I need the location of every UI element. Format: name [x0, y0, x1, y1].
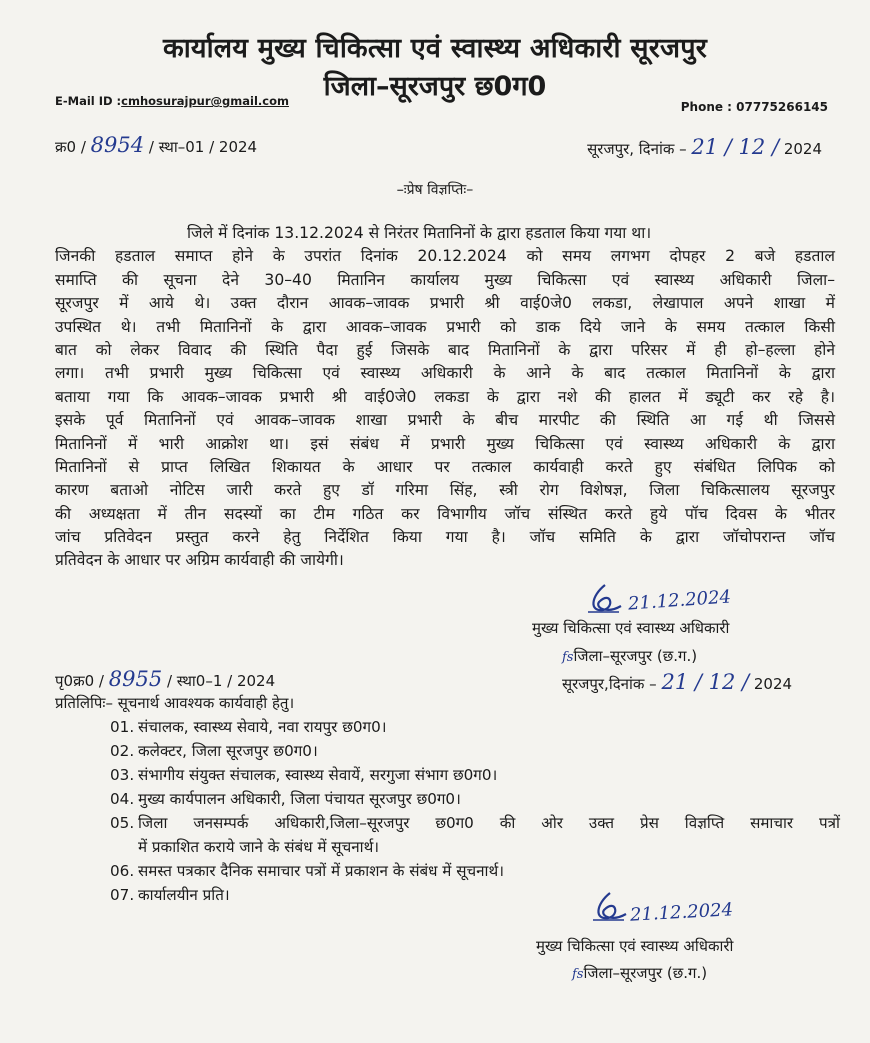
district-title: जिला–सूरजपुर छ0ग0: [323, 71, 547, 102]
reference-handwritten-number: 8955: [108, 667, 163, 691]
body-line: जिनकी हडताल समाप्त होने के उपरांत दिनांक 20.12.2024 को समय लगभग दोपहर 2 बजे हडताल: [55, 247, 835, 266]
signature-mark: [590, 890, 630, 926]
list-item: [110, 739, 840, 763]
list-item-text: संचालक, स्वास्थ्य सेवाये, नवा रायपुर छ0ग0।: [138, 718, 387, 736]
body-line: प्रतिवेदन के आधार पर अग्रिम कार्यवाही की जायेगी।: [55, 551, 344, 570]
reference-handwritten-number: 8954: [90, 133, 145, 157]
list-item: [110, 859, 840, 883]
signature-handwritten-date: 21.12.2024: [629, 899, 734, 926]
reference-number-copy: [55, 667, 275, 691]
body-line: मितानिनों से प्राप्त लिखित शिकायत के आधार पर तत्काल कार्यवाही करते हुए संबंधित लिपिक को: [55, 457, 835, 476]
copy-list: [110, 715, 840, 907]
date-year: 2024: [783, 140, 822, 158]
body-line: जिले में दिनांक 13.12.2024 से निरंतर मितानिनों के द्वारा हडताल किया गया था।: [187, 224, 652, 242]
list-item-text: समस्त पत्रकार दैनिक समाचार पत्रों में प्रकाशन के संबंध में सूचनार्थ।: [138, 862, 504, 880]
reference-suffix: / स्था–01 / 2024: [148, 138, 258, 156]
list-item: [110, 763, 840, 787]
list-item-text: [138, 811, 840, 859]
body-line: सूरजपुर में आये थे। उक्त दौरान आवक–जावक प्रभारी श्री वाई0जे0 लकडा, लेखापाल अपने शाखा में: [55, 294, 835, 313]
body-line: जांच प्रतिवेदन प्रस्तुत करने हेतु निर्देशित किया गया है। जॉच समिति के द्वारा जॉचोपरान्त जॉच: [55, 528, 835, 547]
office-title: कार्यालय मुख्य चिकित्सा एवं स्वास्थ्य अधिकारी सूरजपुर: [163, 33, 707, 64]
reference-suffix: / स्था0–1 / 2024: [166, 672, 276, 690]
handwritten-date: 21 / 12 /: [691, 135, 780, 159]
body-line: कारण बताओ नोटिस जारी करते हुए डॉ गरिमा सिंह, स्त्री रोग विशेषज्ञ, जिला चिकित्सालय सूरजपुर: [55, 481, 835, 500]
list-item-number: 04.: [110, 790, 135, 808]
list-item-line: में प्रकाशित कराये जाने के संबंध में सूचनार्थ।: [138, 838, 380, 856]
reference-number: [55, 133, 257, 157]
list-item-number: 01.: [110, 718, 135, 736]
body-line: उपस्थित थे। तभी मितानिनों के द्वारा आवक–जावक प्रभारी को डाक दिये जाने के समय तत्काल किसी: [55, 317, 835, 336]
list-item-number: 02.: [110, 742, 135, 760]
phone-number: Phone : 07775266145: [680, 100, 828, 114]
email-label: E-Mail ID :: [55, 94, 122, 108]
body-line: बताया गया कि आवक–जावक प्रभारी श्री वाई0जे0 लकडा के द्वारा नशे की हालत में ड्यूटी कर रहे है।: [55, 387, 835, 406]
body-line: इसके पूर्व मितानिनों एवं आवक–जावक शाखा प्रभारी के बीच मारपीट की स्थिति आ गई थी जिससे: [55, 411, 835, 430]
list-item-text: कलेक्टर, जिला सूरजपुर छ0ग0।: [138, 742, 318, 760]
signatory-office: [572, 963, 707, 983]
place-date-label: सूरजपुर, दिनांक –: [587, 140, 687, 158]
signature-mark: [585, 582, 625, 618]
email-address[interactable]: cmhosurajpur@gmail.com: [121, 94, 289, 108]
list-item-number: 06.: [110, 862, 135, 880]
list-item-number: 07.: [110, 886, 135, 904]
body-line: की अध्यक्षता में तीन सदस्यों का टीम गठित कर विभागीय जॉच संस्थित करते हुये पॉच दिवस के भीतर: [55, 504, 835, 523]
list-item-text: संभागीय संयुक्त संचालक, स्वास्थ्य सेवायें, सरगुजा संभाग छ0ग0।: [138, 766, 498, 784]
notice-title: –ःप्रेष विज्ञप्तिः–: [396, 182, 474, 198]
body-line: बात को लेकर विवाद की स्थिति पैदा हुई जिसके बाद मितानिनों के द्वारा परिसर में ही हो–हल्ला होने: [55, 340, 835, 359]
date-year: 2024: [753, 675, 793, 693]
reference-prefix: क्र0 /: [55, 138, 86, 156]
reference-prefix: पृ0क्र0 /: [55, 672, 104, 690]
place-date: [587, 135, 822, 159]
body-line: लगा। तभी प्रभारी मुख्य चिकित्सा एवं स्वास्थ्य अधिकारी के आने के बाद तत्काल मितानिनों के द्वारा: [55, 364, 835, 383]
signature-handwritten-date: 21.12.2024: [627, 586, 732, 615]
list-item: [110, 787, 840, 811]
list-item-text: कार्यालयीन प्रति।: [138, 886, 230, 904]
list-item-number: 03.: [110, 766, 135, 784]
list-item: [110, 715, 840, 739]
list-item-text: मुख्य कार्यपालन अधिकारी, जिला पंचायत सूरजपुर छ0ग0।: [138, 790, 461, 808]
initials-mark: fs: [572, 967, 584, 982]
signatory-office: [562, 646, 697, 666]
email-line: [55, 94, 289, 108]
list-item: [110, 811, 840, 859]
list-item-number: 05.: [110, 814, 135, 832]
signatory-designation: मुख्य चिकित्सा एवं स्वास्थ्य अधिकारी: [532, 619, 730, 637]
signatory-office-text: जिला–सूरजपुर (छ.ग.): [573, 647, 698, 665]
signatory-designation: मुख्य चिकित्सा एवं स्वास्थ्य अधिकारी: [536, 937, 734, 955]
body-paragraph: [55, 222, 835, 573]
body-line: समाप्ति की सूचना देने 30–40 मितानिन कार्यालय मुख्य चिकित्सा एवं स्वास्थ्य अधिकारी जिला–: [55, 270, 835, 289]
body-line: मितानिनों में भारी आक्रोश था। इसं संबंध में प्रभारी मुख्य चिकित्सा एवं स्वास्थ्य अधिकारी के द्वारा: [55, 434, 835, 453]
list-item-line: जिला जनसम्पर्क अधिकारी,जिला–सूरजपुर छ0ग0 की ओर उक्त प्रेस विज्ञप्ति समाचार पत्रों: [138, 814, 840, 832]
place-date-label: सूरजपुर,दिनांक –: [562, 675, 657, 693]
copy-to-label: प्रतिलिपिः– सूचनार्थ आवश्यक कार्यवाही हेतु।: [55, 694, 295, 712]
initials-mark: fs: [562, 650, 574, 665]
handwritten-date: 21 / 12 /: [661, 670, 750, 694]
signatory-office-text: जिला–सूरजपुर (छ.ग.): [583, 964, 708, 982]
place-date-copy: [562, 670, 792, 694]
